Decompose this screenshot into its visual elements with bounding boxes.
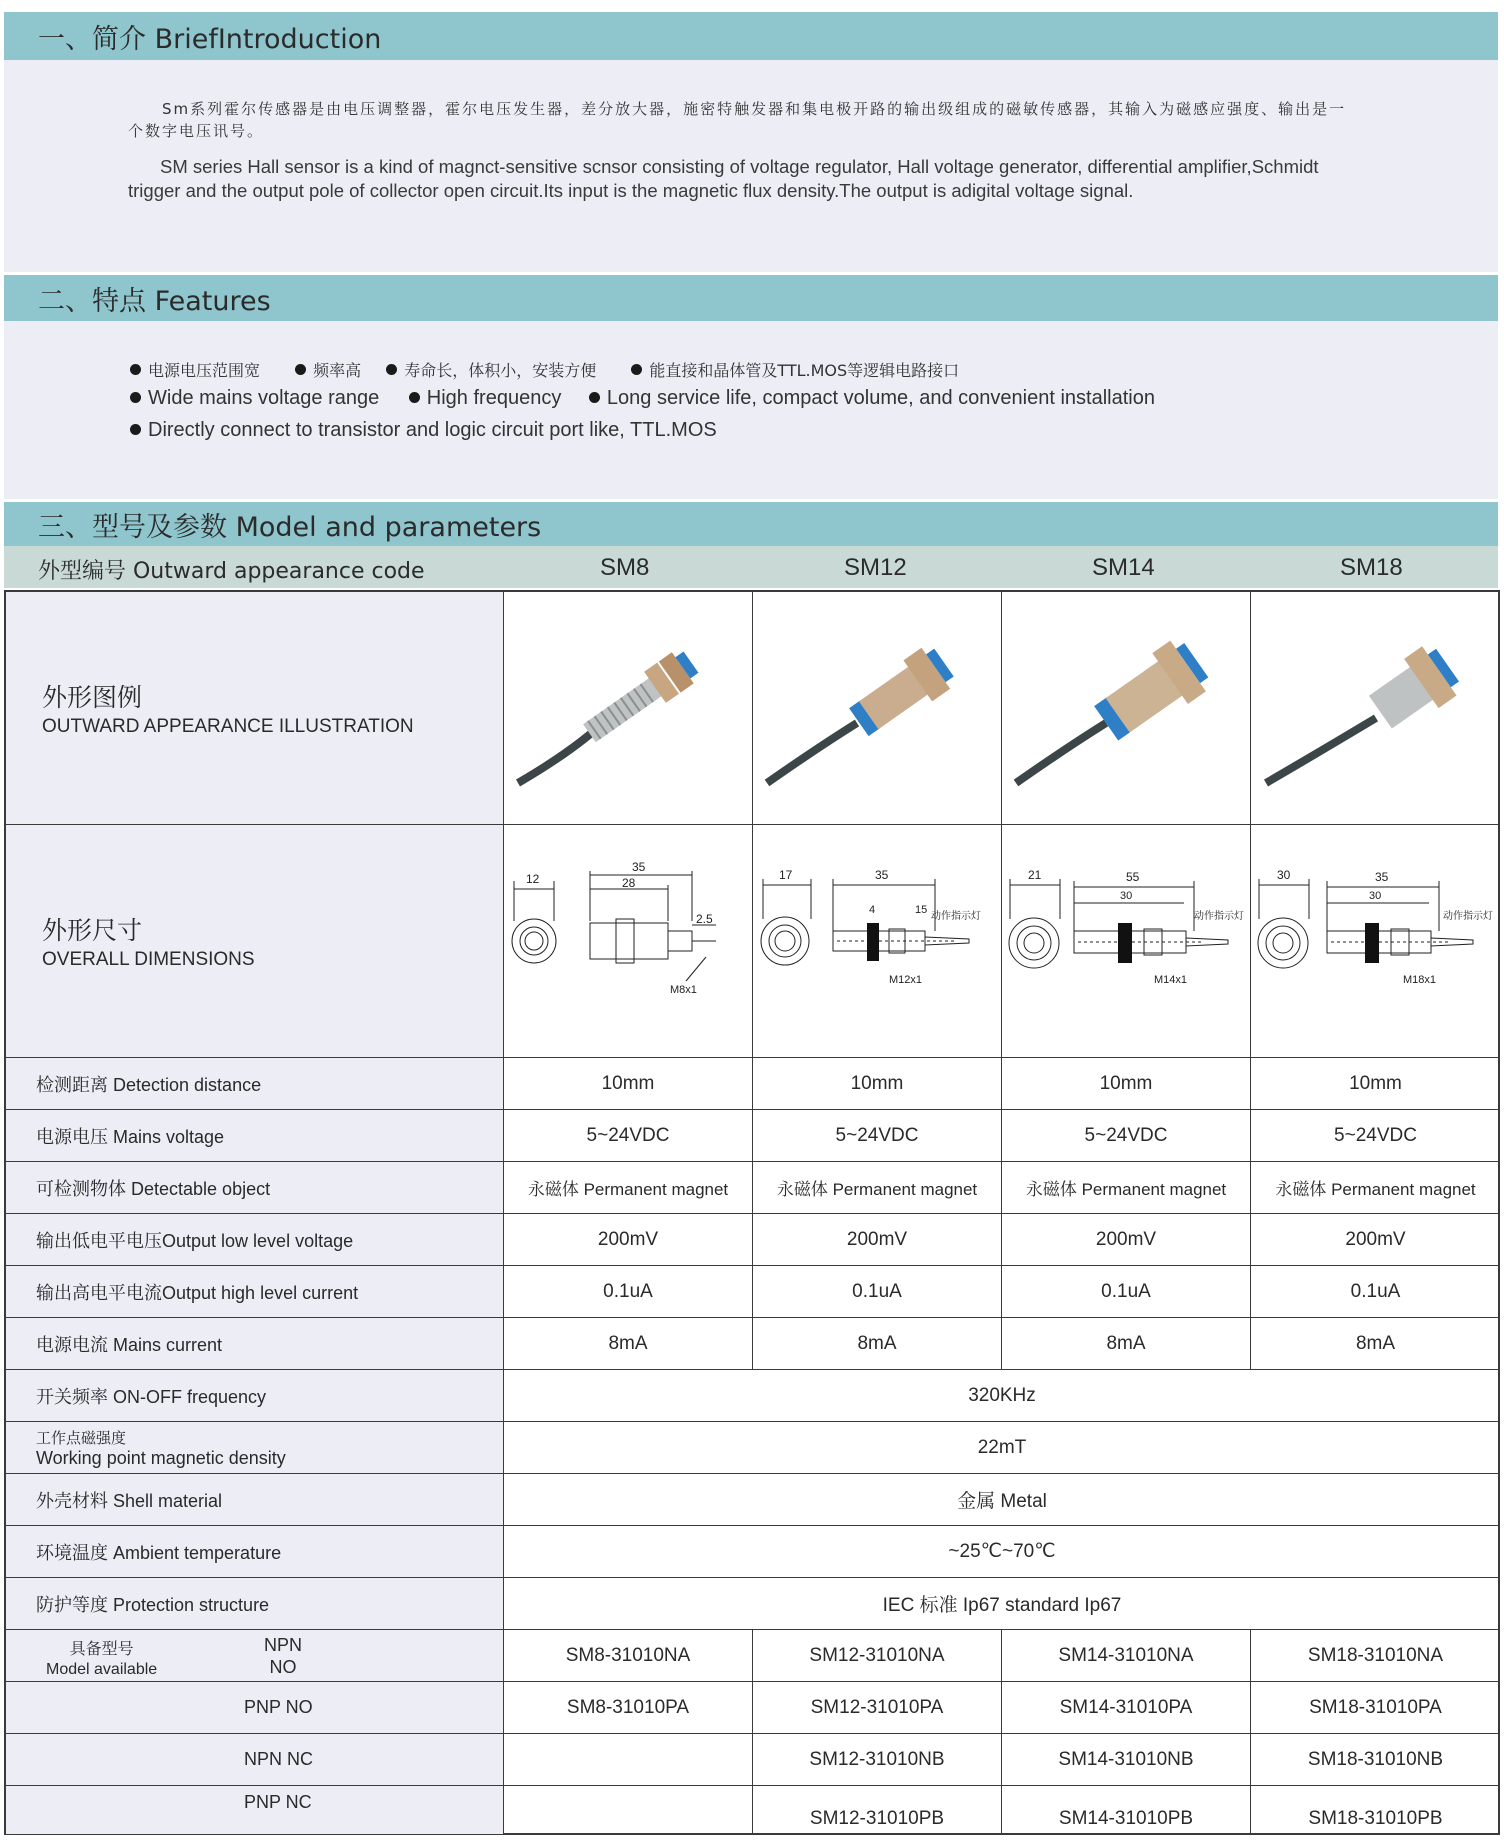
features-header-text: 二、特点 Features [38,285,271,317]
model-number: SM14-31010NB [1002,1734,1251,1786]
dimension-sm12-icon [755,861,1000,1021]
intro-panel [4,60,1498,272]
dim-sm14-front: 21 [1027,868,1041,882]
feature-en-1: Wide mains voltage range [148,387,380,409]
param-label: 可检测物体 Detectable object [6,1162,504,1214]
dim-sm14-total: 55 [1125,870,1139,884]
dim-sm12-thread: M12x1 [888,974,922,986]
dim-sm18-total: 35 [1375,870,1389,884]
dimensions-label [6,825,504,1058]
type-label: PNP NC [6,1786,504,1834]
models-header [4,502,1498,546]
bullet-icon [409,392,420,403]
type-npn: NPN [263,1635,302,1655]
code-sm12: SM12 [844,554,907,581]
shared-value: 320KHz [504,1370,1500,1422]
sensor-image-sm18 [1251,592,1500,825]
illustration-label-cn: 外形图例 [42,684,143,712]
model-number: SM12-31010NB [753,1734,1002,1786]
param-value: 10mm [504,1058,753,1110]
intro-en-text: SM series Hall sensor is a kind of magnct-sensitive scnsor consisting of voltage regulator, Hall voltage generator, differential amplifier,Schmidt trigger and the output pole of collector open circuit.Its input is the magnetic flux density.The output is adigital voltage signal. [128,156,1319,201]
param-value: 200mV [753,1214,1002,1266]
bullet-icon [295,364,306,375]
bullet-icon [130,424,141,435]
dim-sm14-thread: M14x1 [1153,974,1187,986]
dimension-sm8-icon [506,861,751,1021]
parameter-table [4,590,1500,1835]
shared-value: 金属 Metal [504,1474,1500,1526]
model-number: SM14-31010PA [1002,1682,1251,1734]
param-value: 200mV [1002,1214,1251,1266]
code-sm14: SM14 [1092,554,1155,581]
code-sm8: SM8 [600,554,650,581]
sensor-sm12-icon [757,598,997,818]
param-value: 5~24VDC [1251,1110,1500,1162]
param-label: 输出低电平电压Output low level voltage [6,1214,504,1266]
dim-sm12-body: 4 [868,904,875,916]
model-number: SM8-31010PA [504,1682,753,1734]
param-value: 5~24VDC [753,1110,1002,1162]
features-header [4,275,1498,321]
model-number: SM14-31010PB [1002,1786,1251,1834]
dim-sm12-front: 17 [778,868,792,882]
shared-label: 外壳材料 Shell material [6,1474,504,1526]
features-panel [4,321,1498,499]
bullet-icon [589,392,600,403]
intro-header [4,12,1498,60]
features-en-line-2 [130,419,717,442]
bullet-icon [130,392,141,403]
sensor-image-sm12 [753,592,1002,825]
feature-en-2: High frequency [426,387,562,409]
dim-sm12-extra: 15 [914,904,927,916]
code-sm18: SM18 [1340,554,1403,581]
param-value: 200mV [1251,1214,1500,1266]
dim-sm14-body: 30 [1119,890,1132,902]
model-number [504,1734,753,1786]
bullet-icon [631,364,642,375]
param-label: 电源电流 Mains current [6,1318,504,1370]
intro-header-text: 一、简介 BriefIntroduction [38,23,382,55]
model-number: SM18-31010PB [1308,1808,1443,1829]
dimension-sm18-icon [1253,861,1498,1021]
dimensions-label-en: OVERALL DIMENSIONS [42,949,255,970]
type-npn-no [258,1634,308,1678]
shared-value: IEC 标准 Ip67 standard Ip67 [504,1578,1500,1630]
feature-en-3: Long service life, compact volume, and convenient installation [606,387,1155,409]
param-value: 0.1uA [504,1266,753,1318]
dimensions-label-cn: 外形尺寸 [42,917,143,945]
param-value: 永磁体 Permanent magnet [1251,1162,1500,1214]
shared-value: 22mT [504,1422,1500,1474]
model-number: SM18-31010NB [1251,1734,1500,1786]
model-number: SM12-31010PB [753,1786,1002,1834]
available-label-text [46,1640,157,1680]
dimension-drawing-sm12 [753,825,1002,1058]
param-value: 0.1uA [753,1266,1002,1318]
dim-sm18-indicator: 动作指示灯 [1443,911,1493,922]
code-row [4,546,1498,588]
dim-sm8-total: 35 [631,861,645,874]
param-value: 8mA [1251,1318,1500,1370]
shared-label [6,1422,504,1474]
param-value: 10mm [753,1058,1002,1110]
model-number: SM18-31010PA [1251,1682,1500,1734]
dim-sm18-thread: M18x1 [1403,974,1437,986]
feature-en-4: Directly connect to transistor and logic circuit port like, TTL.MOS [148,419,717,441]
bullet-icon [386,364,397,375]
sensor-sm14-icon [1006,598,1246,818]
param-value: 200mV [504,1214,753,1266]
features-cn-line [130,358,959,381]
sensor-image-sm8 [504,592,753,825]
feature-cn-3: 寿命长，体积小，安装方便 [404,361,597,380]
param-value: 10mm [1002,1058,1251,1110]
shared-label-en: Working point magnetic density [36,1447,286,1468]
sensor-image-sm14 [1002,592,1251,825]
model-number: SM14-31010NA [1002,1630,1251,1682]
illustration-label-en: OUTWARD APPEARANCE ILLUSTRATION [42,716,414,737]
type-no: NO [269,1657,297,1677]
model-number [504,1786,753,1834]
dim-sm18-front: 30 [1277,868,1291,882]
type-label: NPN NC [6,1734,504,1786]
param-value: 永磁体 Permanent magnet [504,1162,753,1214]
dim-sm8-front: 12 [525,872,539,886]
param-value: 5~24VDC [1002,1110,1251,1162]
param-value: 8mA [504,1318,753,1370]
feature-cn-2: 频率高 [313,361,362,380]
illustration-label [6,592,504,825]
sensor-sm8-icon [508,598,748,818]
code-label: 外型编号 Outward appearance code [38,559,425,584]
param-value: 永磁体 Permanent magnet [1002,1162,1251,1214]
model-number: SM8-31010NA [504,1630,753,1682]
available-label-cn: 具备型号 [69,1641,134,1658]
model-number: SM12-31010NA [753,1630,1002,1682]
intro-cn-text: Sm系列霍尔传感器是由电压调整器，霍尔电压发生器，差分放大器，施密特触发器和集电极开路的输出级组成的磁敏传感器，其输入为磁感应强度、输出是一个数字电压讯号。 [128,100,1347,140]
sensor-sm18-icon [1256,598,1496,818]
type-label: PNP NO [6,1682,504,1734]
param-label: 检测距离 Detection distance [6,1058,504,1110]
param-value: 0.1uA [1251,1266,1500,1318]
shared-label-cn: 工作点磁强度 [36,1429,127,1447]
dimension-drawing-sm18 [1251,825,1500,1058]
dim-sm8-extra: 2.5 [695,912,713,926]
param-value: 0.1uA [1002,1266,1251,1318]
feature-cn-1: 电源电压范围宽 [148,361,261,380]
features-en-line-1 [130,387,1155,410]
dim-sm8-body: 28 [621,876,635,890]
shared-label: 环境温度 Ambient temperature [6,1526,504,1578]
dim-sm12-indicator: 动作指示灯 [930,911,981,922]
bullet-icon [130,364,141,375]
model-number: SM18-31010NA [1251,1630,1500,1682]
available-label-en: Model available [46,1661,158,1678]
param-value: 5~24VDC [504,1110,753,1162]
param-value: 永磁体 Permanent magnet [753,1162,1002,1214]
model-number: SM12-31010PA [753,1682,1002,1734]
shared-label: 开关频率 ON-OFF frequency [6,1370,504,1422]
dim-sm18-body: 30 [1369,890,1382,902]
dim-sm12-total: 35 [874,868,888,882]
param-value: 10mm [1251,1058,1500,1110]
feature-cn-4: 能直接和晶体管及TTL.MOS等逻辑电路接口 [649,361,960,380]
dim-sm14-indicator: 动作指示灯 [1193,911,1244,922]
dimension-sm14-icon [1004,861,1249,1021]
param-label: 电源电压 Mains voltage [6,1110,504,1162]
models-header-text: 三、型号及参数 Model and parameters [38,511,542,543]
dimension-drawing-sm8 [504,825,753,1058]
param-value: 8mA [1002,1318,1251,1370]
shared-value: ~25℃~70℃ [504,1526,1500,1578]
dimension-drawing-sm14 [1002,825,1251,1058]
shared-label: 防护等度 Protection structure [6,1578,504,1630]
available-label [6,1630,504,1682]
param-label: 输出高电平电流Output high level current [6,1266,504,1318]
dim-sm8-thread: M8x1 [669,984,697,996]
param-value: 8mA [753,1318,1002,1370]
